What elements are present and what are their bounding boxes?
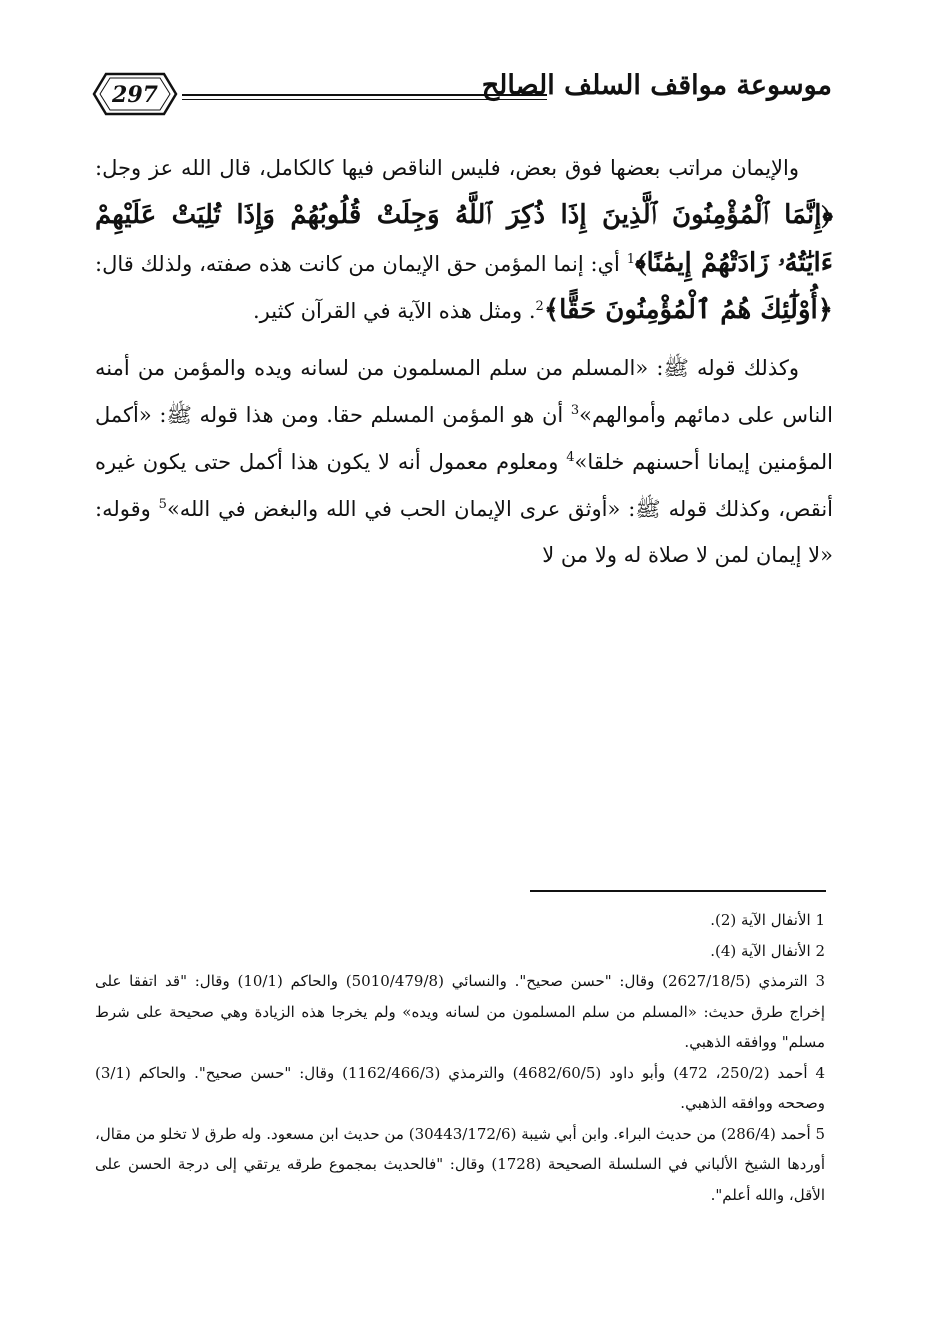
page-number-badge bbox=[92, 72, 178, 116]
footnote-ref-4[interactable]: 4 bbox=[566, 449, 575, 465]
footnote-number: 3 bbox=[815, 972, 826, 990]
para2-text-3: ومعلوم معمول أنه لا يكون هذا أكمل حتى يكون غيره أنقص، وكذلك قوله ﷺ: «أوثق عرى الإيمان الحب في الله والبغض في الله» bbox=[95, 449, 834, 521]
footnote-ref-2[interactable]: 2 bbox=[535, 299, 544, 315]
para1-text-1: والإيمان مراتب بعضها فوق بعض، فليس الناقص فيها كالكامل، قال الله عز وجل: bbox=[95, 156, 799, 180]
para2-text-1: وكذلك قوله ﷺ: «المسلم من سلم المسلمون من لسانه ويده والمؤمن من أمنه الناس على دمائهم وأموالهم» bbox=[95, 356, 833, 427]
footnote-number: 4 bbox=[815, 1063, 825, 1082]
main-text bbox=[95, 145, 833, 579]
footnote-text: الترمذي (2627/18/5) وقال: "حسن صحيح". والنسائي (5010/479/8) والحاكم (10/1) وقال: "قد اتفقا على إخراج طرق حديث: «المسلم من سلم المسلمون من لسانه ويده» ولم يخرجا هذه الزيادة وهي صحيحة على شرط مسلم" ووافقه الذهبي. bbox=[95, 972, 825, 1051]
footnote-number: 2 bbox=[815, 941, 825, 960]
footnote-ref-1[interactable]: 1 bbox=[626, 251, 635, 267]
footnote-text: أحمد (286/4) من حديث البراء. وابن أبي شيبة (30443/172/6) من حديث ابن مسعود. وله طرق لا تخلو من مقال، أوردها الشيخ الألباني في السلسلة الصحيحة (1728) وقال: "فالحديث بمجموع طرقه يرتقي إلى درجة الحسن على الأقل، والله أعلم". bbox=[95, 1124, 825, 1204]
footnote-text: الأنفال الآية (4). bbox=[710, 941, 811, 960]
para1-text-2: أي: إنما المؤمن حق الإيمان من كانت هذه صفته، ولذلك قال: bbox=[95, 251, 627, 276]
paragraph-1 bbox=[95, 145, 833, 335]
footnote-number: 1 bbox=[815, 911, 825, 929]
footnote-text: أحمد (250/2، 472) وأبو داود (4682/60/5) والترمذي (1162/466/3) وقال: "حسن صحيح". والحاكم (3/1) وصححه ووافقه الذهبي. bbox=[95, 1063, 825, 1112]
footnotes bbox=[95, 905, 825, 1210]
footnote bbox=[95, 905, 825, 936]
quran-verse-1: ﴿إِنَّمَا ٱلْمُؤْمِنُونَ ٱلَّذِينَ إِذَا ذُكِرَ ٱللَّهُ وَجِلَتْ قُلُوبُهُمْ وَإِذَا تُلِيَتْ عَلَيْهِمْ ءَايَٰتُهُۥ زَادَتْهُمْ إِيمَٰنًا﴾ bbox=[95, 199, 834, 278]
footnote-separator bbox=[530, 890, 826, 892]
footnote-ref-3[interactable]: 3 bbox=[570, 402, 580, 418]
quran-verse-2: ﴿أُوْلَٰٓئِكَ هُمُ ٱلْمُؤْمِنُونَ حَقًّا﴾ bbox=[543, 295, 833, 326]
footnote bbox=[95, 936, 825, 967]
paragraph-2 bbox=[95, 345, 833, 579]
footnote-text: الأنفال الآية (2). bbox=[710, 911, 811, 929]
footnote bbox=[95, 966, 825, 1058]
footnote-ref-5[interactable]: 5 bbox=[158, 496, 167, 512]
book-title: موسوعة مواقف السلف الصالح bbox=[481, 70, 832, 101]
para2-text-4: وقوله: «لا إيمان لمن لا صلاة له ولا من لا bbox=[95, 496, 833, 568]
para2-text-2: أن هو المؤمن المسلم حقا. ومن هذا قوله ﷺ: «أكمل المؤمنين إيمانا أحسنهم خلقا» bbox=[95, 402, 833, 474]
page-number: 297 bbox=[112, 82, 158, 108]
para1-text-3: . ومثل هذه الآية في القرآن كثير. bbox=[253, 299, 536, 324]
page-header bbox=[92, 68, 832, 128]
footnote bbox=[95, 1119, 825, 1211]
footnote bbox=[95, 1058, 825, 1119]
footnote-number: 5 bbox=[815, 1124, 826, 1143]
